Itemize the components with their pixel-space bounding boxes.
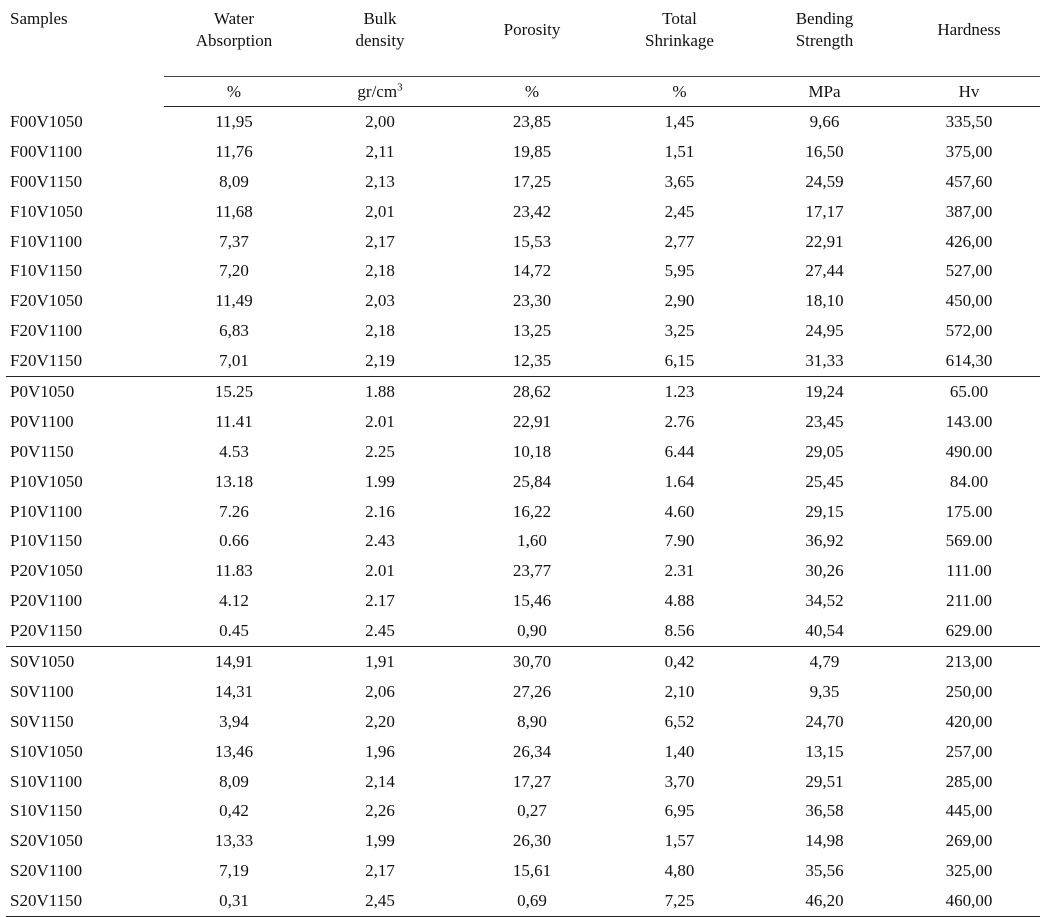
sample-name-cell: F00V1050 [10,111,83,131]
value-cell: 7,20 [219,261,249,281]
value-cell: 17,27 [512,771,552,791]
table-row [6,437,1040,467]
value-cell: 26,34 [512,741,552,761]
value-cell: 15,61 [512,861,552,881]
units-row [6,77,1040,107]
value-cell: 7.26 [219,501,249,521]
value-cell: 460,00 [898,886,1040,916]
value-cell: 34,52 [805,591,844,611]
value-cell: 29,51 [805,771,844,791]
table-row [6,107,1040,137]
value-cell: 8,09 [219,171,249,191]
table-row [6,256,1040,286]
value-cell: 6,52 [664,711,695,731]
value-cell: 9,35 [809,681,840,701]
table-row [6,137,1040,167]
value-cell: 27,26 [512,681,552,701]
table-row [6,467,1040,497]
value-cell: 2,11 [365,141,395,161]
sample-name-cell: S10V1050 [10,741,83,761]
value-cell: 2,26 [365,801,395,821]
header-label: Total [662,9,697,28]
data-table-container [6,0,1040,917]
unit-cell: Hv [898,77,1040,107]
table-row [6,647,1040,677]
value-cell: 3,65 [664,171,695,191]
value-cell: 13,25 [512,321,552,341]
value-cell: 0,90 [517,621,547,641]
table-row [6,227,1040,257]
value-cell: 2.76 [664,411,695,431]
value-cell: 269,00 [945,831,993,851]
value-cell: 11.83 [215,561,253,581]
value-cell: 4,79 [751,647,898,677]
value-cell: 375,00 [945,141,993,161]
value-cell: 2.25 [365,441,395,461]
value-cell: 2.45 [365,621,395,641]
unit-cell [304,77,456,107]
value-cell: 24,70 [805,711,844,731]
sample-name-cell: P0V1100 [10,411,74,431]
value-cell: 22,91 [512,411,552,431]
value-cell: 490.00 [945,441,993,461]
unit-cell: % [608,77,751,107]
value-cell: 527,00 [945,261,993,281]
value-cell: 250,00 [945,681,993,701]
value-cell: 0,27 [517,801,547,821]
value-cell: 11,95 [215,111,253,131]
table-row [6,616,1040,646]
sample-name-cell: P0V1150 [10,441,74,461]
value-cell: 2.01 [365,561,395,581]
value-cell: 17,17 [805,201,844,221]
header-label: Bulk [363,9,397,28]
value-cell: 629.00 [945,621,993,641]
value-cell: 36,92 [805,531,844,551]
value-cell: 4.60 [664,501,695,521]
value-cell: 0,42 [219,801,249,821]
value-cell: 19,85 [512,141,552,161]
value-cell: 2,20 [365,711,395,731]
value-cell: 8,09 [219,771,249,791]
value-cell: 1.88 [304,377,456,407]
value-cell: 426,00 [945,231,993,251]
value-cell: 15,53 [512,231,552,251]
value-cell: 2,19 [365,351,395,371]
value-cell: 13,46 [214,741,254,761]
sample-name-cell: P20V1150 [10,621,83,641]
sample-name-cell: F10V1150 [10,261,83,281]
table-row [6,826,1040,856]
value-cell: 13,33 [214,831,254,851]
value-cell: 36,58 [805,801,844,821]
value-cell: 2,17 [365,861,395,881]
table-row [6,316,1040,346]
value-cell: 0,31 [164,886,304,916]
value-cell: 2,90 [664,291,695,311]
value-cell: 3,94 [219,711,249,731]
value-cell: 143.00 [945,411,993,431]
value-cell: 3,70 [664,771,695,791]
value-cell: 10,18 [512,441,552,461]
value-cell: 13,15 [805,741,844,761]
value-cell: 335,50 [945,111,993,131]
value-cell: 1.64 [664,471,695,491]
value-cell: 2,10 [664,681,695,701]
value-cell: 445,00 [945,801,993,821]
value-cell: 211.00 [945,591,993,611]
sample-name-cell: P10V1100 [10,501,83,521]
sample-name-cell: P10V1150 [10,531,83,551]
value-cell: 2,77 [664,231,695,251]
value-cell: 2,03 [365,291,395,311]
value-cell: 29,05 [805,441,844,461]
table-row [6,767,1040,797]
value-cell: 1.23 [608,377,751,407]
value-cell: 2,18 [365,261,395,281]
value-cell: 6,83 [219,321,249,341]
sample-name-cell: S20V1150 [6,886,164,916]
header-label: density [355,31,405,50]
header-samples [6,0,164,77]
value-cell: 8,90 [517,711,547,731]
value-cell: 18,10 [805,291,844,311]
unit-cell: MPa [751,77,898,107]
value-cell: 2.31 [664,561,695,581]
header-bending-strength [751,0,898,77]
value-cell: 175.00 [945,501,993,521]
value-cell: 7,01 [219,351,249,371]
value-cell: 40,54 [805,621,844,641]
value-cell: 457,60 [945,171,993,191]
value-cell: 4,80 [664,861,695,881]
value-cell: 0,42 [608,647,751,677]
unit-superscript: 3 [397,80,403,93]
table-row [6,677,1040,707]
sample-name-cell: S0V1050 [6,647,164,677]
header-label: Water [213,9,255,28]
header-total-shrinkage [608,0,751,77]
sample-name-cell: P10V1050 [10,471,83,491]
header-label: Bending [795,9,854,28]
sample-name-cell: S10V1100 [10,771,83,791]
header-water-absorption [164,0,304,77]
table-row [6,497,1040,527]
value-cell: 1,91 [304,647,456,677]
value-cell: 11,68 [215,201,253,221]
properties-table [6,0,1040,917]
value-cell: 35,56 [805,861,844,881]
value-cell: 213,00 [898,647,1040,677]
value-cell: 2,06 [365,681,395,701]
value-cell: 420,00 [945,711,993,731]
value-cell: 65.00 [898,377,1040,407]
value-cell: 24,95 [805,321,844,341]
unit-cell: % [456,77,608,107]
value-cell: 2,13 [365,171,395,191]
sample-name-cell: S20V1050 [10,831,83,851]
value-cell: 7,37 [219,231,249,251]
value-cell: 2,00 [365,111,395,131]
sample-name-cell: F20V1050 [10,291,83,311]
sample-name-cell: F20V1150 [10,351,83,371]
value-cell: 3,25 [664,321,695,341]
sample-name-cell: S20V1100 [10,861,83,881]
value-cell: 4.53 [219,441,249,461]
value-cell: 30,70 [456,647,608,677]
table-row [6,346,1040,376]
value-cell: 2.17 [365,591,395,611]
value-cell: 1,60 [517,531,547,551]
value-cell: 19,24 [751,377,898,407]
table-row [6,526,1040,556]
value-cell: 17,25 [512,171,552,191]
value-cell: 9,66 [809,111,840,131]
value-cell: 2,18 [365,321,395,341]
value-cell: 23,85 [512,111,552,131]
value-cell: 614,30 [945,351,993,371]
value-cell: 6.44 [664,441,695,461]
table-row [6,197,1040,227]
value-cell: 2.01 [365,411,395,431]
sample-name-cell: F00V1150 [10,171,83,191]
value-cell: 0.45 [219,621,249,641]
value-cell: 14,98 [805,831,844,851]
value-cell: 5,95 [664,261,695,281]
sample-name-cell: F10V1050 [10,201,83,221]
header-porosity [456,0,608,77]
value-cell: 1,99 [365,831,395,851]
value-cell: 2,01 [365,201,395,221]
table-row [6,856,1040,886]
value-cell: 23,45 [805,411,844,431]
value-cell: 7,19 [219,861,249,881]
value-cell: 0.66 [219,531,249,551]
value-cell: 2.16 [365,501,395,521]
header-label: Strength [795,31,854,50]
value-cell: 8.56 [664,621,695,641]
value-cell: 4.88 [664,591,695,611]
sample-name-cell: P20V1050 [10,561,83,581]
value-cell: 7,25 [608,886,751,916]
value-cell: 23,30 [512,291,552,311]
table-row [6,886,1040,916]
table-row [6,737,1040,767]
value-cell: 2,45 [304,886,456,916]
sample-name-cell: S10V1150 [10,801,83,821]
sample-name-cell: S0V1150 [10,711,74,731]
table-row [6,556,1040,586]
unit-cell: % [164,77,304,107]
value-cell: 16,50 [805,141,844,161]
value-cell: 1,40 [664,741,695,761]
value-cell: 25,84 [512,471,552,491]
table-row [6,707,1040,737]
header-label: Hardness [937,20,1001,39]
sample-name-cell: S0V1100 [10,681,74,701]
header-label: Porosity [503,20,561,39]
unit-cell [6,77,164,107]
value-cell: 11.41 [215,411,253,431]
sample-name-cell: P0V1050 [6,377,164,407]
table-row [6,407,1040,437]
value-cell: 23,42 [512,201,552,221]
value-cell: 31,33 [805,351,844,371]
value-cell: 24,59 [805,171,844,191]
value-cell: 16,22 [512,501,552,521]
value-cell: 1,45 [664,111,695,131]
value-cell: 15,46 [512,591,552,611]
table-row [6,586,1040,616]
value-cell: 27,44 [805,261,844,281]
value-cell: 11,49 [215,291,253,311]
sample-name-cell: F00V1100 [10,141,83,161]
value-cell: 6,95 [664,801,695,821]
value-cell: 14,72 [512,261,552,281]
value-cell: 2.43 [365,531,395,551]
table-row [6,377,1040,407]
value-cell: 12,35 [512,351,552,371]
header-bulk-density [304,0,456,77]
header-label: Shrinkage [645,31,714,50]
value-cell: 14,31 [214,681,254,701]
value-cell: 0,69 [456,886,608,916]
table-row [6,796,1040,826]
header-label: Samples [10,9,68,28]
sample-name-cell: P20V1100 [10,591,83,611]
value-cell: 7.90 [664,531,695,551]
value-cell: 285,00 [945,771,993,791]
value-cell: 2,14 [365,771,395,791]
value-cell: 29,15 [805,501,844,521]
value-cell: 23,77 [512,561,552,581]
header-hardness [898,0,1040,77]
value-cell: 257,00 [945,741,993,761]
value-cell: 450,00 [945,291,993,311]
table-body [6,107,1040,917]
value-cell: 387,00 [945,201,993,221]
value-cell: 22,91 [805,231,844,251]
value-cell: 4.12 [219,591,249,611]
sample-name-cell: F10V1100 [10,231,83,251]
value-cell: 25,45 [805,471,844,491]
value-cell: 111.00 [946,561,992,581]
value-cell: 13.18 [214,471,254,491]
value-cell: 2,17 [365,231,395,251]
value-cell: 84.00 [949,471,989,491]
value-cell: 1,51 [664,141,695,161]
value-cell: 569.00 [945,531,993,551]
value-cell: 11,76 [215,141,253,161]
value-cell: 1,96 [365,741,395,761]
value-cell: 15.25 [164,377,304,407]
value-cell: 6,15 [664,351,695,371]
value-cell: 14,91 [164,647,304,677]
value-cell: 1.99 [365,471,395,491]
value-cell: 2,45 [664,201,695,221]
value-cell: 325,00 [945,861,993,881]
unit-text: gr/cm [357,81,398,101]
header-label: Absorption [195,31,273,50]
value-cell: 1,57 [664,831,695,851]
table-row [6,167,1040,197]
header-row [6,0,1040,77]
value-cell: 28,62 [456,377,608,407]
value-cell: 30,26 [805,561,844,581]
value-cell: 46,20 [751,886,898,916]
table-row [6,286,1040,316]
value-cell: 572,00 [945,321,993,341]
value-cell: 26,30 [512,831,552,851]
sample-name-cell: F20V1100 [10,321,83,341]
